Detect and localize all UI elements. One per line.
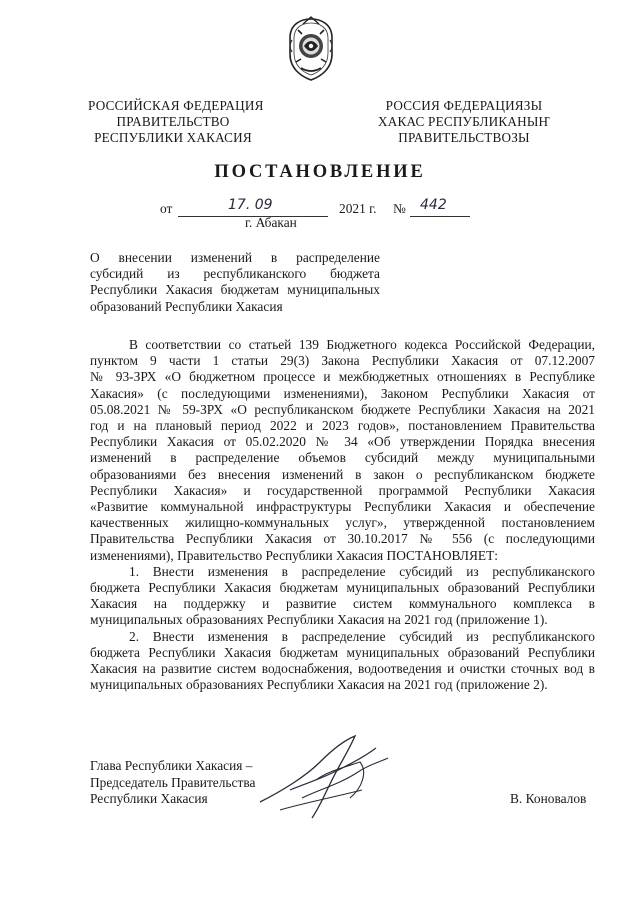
item-1-line: муниципальных образованиях Республики Хакасия на 2021 год (приложение 1). — [90, 612, 548, 628]
signatory-line: Председатель Правительства — [90, 774, 256, 790]
subject-block — [90, 250, 380, 315]
body-line: изменений в распределение объемов субсидий между муниципальными — [90, 450, 595, 466]
header-right-line: РОССИЯ ФЕДЕРАЦИЯЗЫ — [385, 98, 543, 113]
body-line: 05.08.2021 № 59-ЗРХ «О республиканском бюджете Республики Хакасия на 2021 — [90, 401, 595, 417]
coat-of-arms-emblem — [284, 16, 338, 82]
handwritten-number: 442 — [420, 197, 447, 213]
header-left — [88, 98, 264, 146]
body-line: год и на плановый период 2022 и 2023 годов», постановлением Правительства — [90, 418, 595, 434]
item-2-line: Хакасия на развитие систем водоснабжения, водоотведения и очистки сточных вод в — [90, 661, 595, 677]
subject-line: О внесении изменений в распределение — [90, 250, 380, 265]
item-2-line: 2. Внести изменения в распределение субсидий из республиканского — [129, 628, 595, 644]
signatory-line: Республики Хакасия — [90, 791, 208, 806]
handwritten-signature — [250, 732, 410, 822]
item-2-line: муниципальных образованиях Республики Хакасия на 2021 год (приложение 2). — [90, 677, 548, 693]
header-right-line: ХАКАС РЕСПУБЛИКАНЫҤ — [378, 114, 550, 129]
item-1-line: 1. Внести изменения в распределение субсидий из республиканского — [129, 563, 595, 579]
body-line: «Развитие коммунальной инфраструктуры Республики Хакасия и обеспечение — [90, 499, 595, 515]
date-number-line — [0, 197, 640, 220]
year-text: 2021 г. — [339, 201, 377, 216]
body-line: изменениями), Правительство Республики Хакасия ПОСТАНОВЛЯЕТ: — [90, 547, 499, 563]
body-text — [90, 337, 595, 693]
subject-line: Республики Хакасия бюджетам муниципальных — [90, 282, 380, 298]
signatory-name: В. Коновалов — [510, 791, 587, 806]
city-label: г. Абакан — [245, 215, 297, 230]
handwritten-date: 17. 09 — [228, 197, 273, 213]
body-line: Республики Хакасия» и государственной программой Республики Хакасия — [90, 482, 595, 498]
item-1-line: бюджета Республики Хакасия бюджетам муниципальных образований Республики — [90, 580, 595, 596]
subject-line: субсидий из республиканского бюджета — [90, 266, 380, 282]
signatory-title — [90, 758, 255, 808]
body-line: Хакасия» (с последующими изменениями), Законом Республики Хакасия от — [90, 385, 595, 401]
date-from-label: от — [160, 201, 173, 216]
item-1-line: Хакасия на поддержку и развитие систем коммунального комплекса в — [90, 596, 595, 612]
body-line: Правительства Республики Хакасия от 30.10.2017 № 556 (с последующими — [90, 531, 595, 547]
number-label: № — [393, 201, 406, 216]
body-line: В соответствии со статьей 139 Бюджетного кодекса Российской Федерации, — [129, 337, 595, 352]
body-line: Республики Хакасия от 05.02.2020 № 34 «Об утверждении Порядка внесения — [90, 434, 595, 450]
body-line: пунктом 9 части 1 статьи 29(3) Закона Республики Хакасия от 07.12.2007 — [90, 353, 595, 369]
body-line: качественных жилищно-коммунальных услуг», утвержденной постановлением — [90, 515, 595, 531]
body-line: образованиями без внесения изменений в закон о республиканском бюджете — [90, 466, 595, 482]
subject-line: образований Республики Хакасия — [90, 298, 283, 314]
item-2-line: бюджета Республики Хакасия бюджетам муниципальных образований Республики — [90, 644, 595, 660]
header-right-line: ПРАВИТЕЛЬСТВОЗЫ — [398, 130, 530, 145]
signatory-line: Глава Республики Хакасия – — [90, 758, 253, 773]
header-left-line: РЕСПУБЛИКИ ХАКАСИЯ — [94, 130, 252, 145]
body-line: № 93-ЗРХ «О бюджетном процессе и межбюджетных отношениях в Республике — [90, 369, 595, 385]
header-left-line: РОССИЙСКАЯ ФЕДЕРАЦИЯ — [88, 98, 264, 113]
document-title: ПОСТАНОВЛЕНИЕ — [214, 162, 426, 182]
number-underline — [410, 216, 470, 217]
header-left-line: ПРАВИТЕЛЬСТВО — [116, 114, 230, 129]
header-right — [366, 98, 562, 146]
